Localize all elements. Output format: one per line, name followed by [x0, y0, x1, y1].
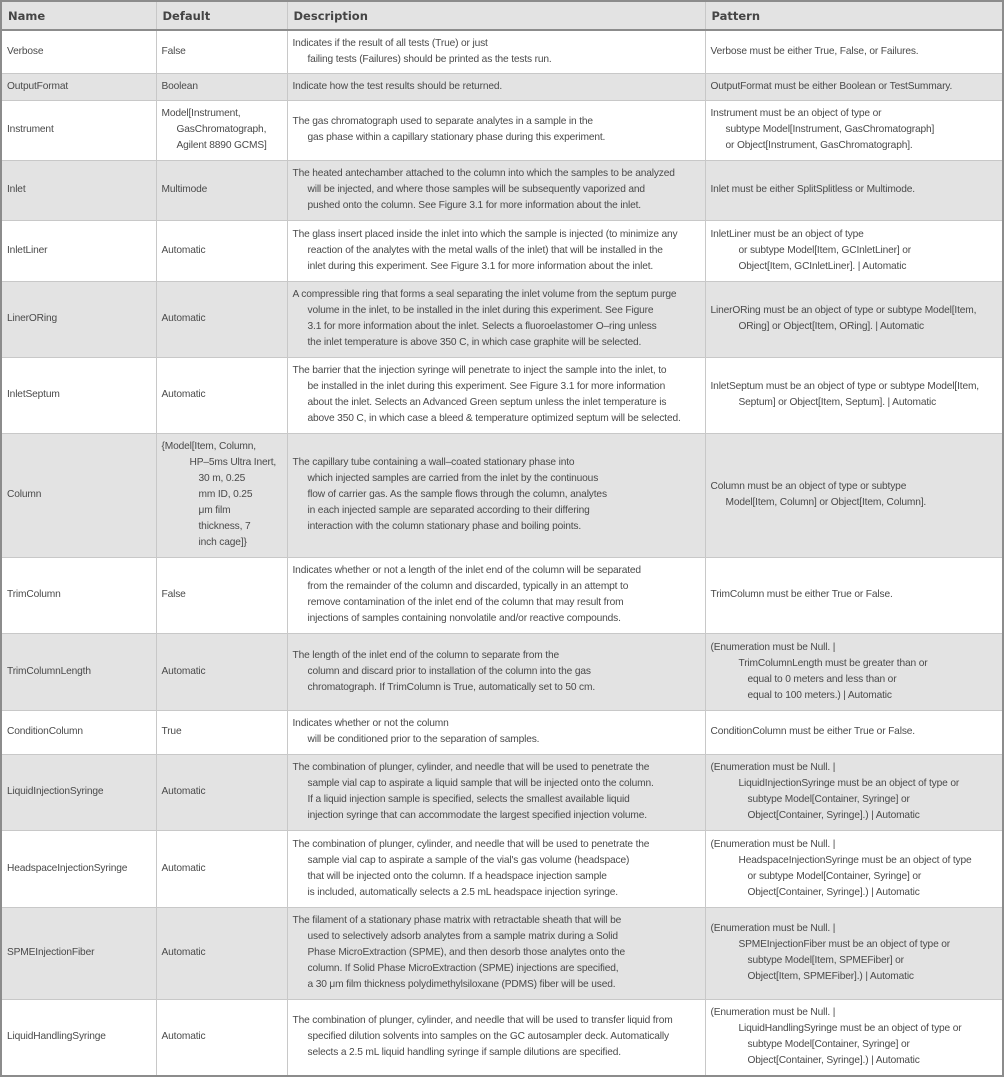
- option-description-line: selects a 2.5 mL liquid handling syringe if sample dilutions are specified.: [307, 1047, 621, 1059]
- option-name: InletSeptum: [1, 357, 156, 433]
- option-default-line: Automatic: [161, 665, 206, 677]
- option-default-line: Automatic: [161, 313, 206, 324]
- table-row: [1, 73, 1003, 100]
- option-description-line: interaction with the column stationary phase and boiling points.: [307, 521, 582, 532]
- table-row: [1, 160, 1003, 220]
- option-default: [156, 999, 287, 1076]
- option-pattern: [705, 281, 1003, 357]
- option-pattern-line: ConditionColumn must be either True or False.: [710, 726, 915, 737]
- option-default: [156, 754, 287, 830]
- option-default: [156, 220, 287, 281]
- table-row: [1, 830, 1003, 907]
- table-row: [1, 754, 1003, 830]
- option-description-line: The combination of plunger, cylinder, and needle that will be used to penetrate the: [292, 838, 650, 850]
- option-description-line: specified dilution solvents into samples on the GC autosampler deck. Automatically: [307, 1031, 669, 1043]
- option-description-line: The combination of plunger, cylinder, and needle that will be used to transfer liquid from: [292, 1015, 673, 1027]
- option-pattern-line: OutputFormat must be either Boolean or TestSummary.: [710, 80, 953, 92]
- option-description-line: flow of carrier gas. As the sample flows through the column, analytes: [307, 489, 607, 500]
- option-default-line: Automatic: [161, 947, 206, 958]
- option-description-line: remove contamination of the inlet end of the column that may result from: [307, 597, 624, 608]
- option-default-line: Automatic: [161, 862, 206, 874]
- option-default: [156, 710, 287, 754]
- option-pattern-line: Model[Item, Column] or Object[Item, Column].: [725, 497, 927, 508]
- option-pattern: [705, 433, 1003, 557]
- option-pattern-line: subtype Model[Item, SPMEFiber] or: [747, 955, 904, 966]
- option-description-line: injection syringe that can accommodate the largest specified injection volume.: [307, 810, 647, 821]
- option-default-line: False: [161, 45, 186, 57]
- option-pattern: [705, 907, 1003, 999]
- option-pattern-line: subtype Model[Container, Syringe] or: [747, 1039, 910, 1051]
- option-description-line: will be conditioned prior to the separation of samples.: [307, 734, 540, 745]
- option-name: InletLiner: [1, 220, 156, 281]
- option-default-line: Automatic: [161, 786, 206, 797]
- option-description: [287, 557, 705, 633]
- option-pattern-line: InletLiner must be an object of type: [710, 228, 864, 240]
- option-pattern-line: Object[Item, GCInletLiner]. | Automatic: [738, 260, 907, 272]
- option-description-line: Indicates if the result of all tests (True) or just: [292, 37, 488, 49]
- option-description: [287, 907, 705, 999]
- table-header-row: [1, 1, 1003, 30]
- option-description: [287, 100, 705, 160]
- option-pattern-line: Object[Container, Syringe].) | Automatic: [747, 1055, 920, 1067]
- option-description-line: inlet during this experiment. See Figure 3.1 for more information about the inlet.: [307, 260, 654, 272]
- option-default: [156, 357, 287, 433]
- option-pattern: [705, 830, 1003, 907]
- table-row: [1, 433, 1003, 557]
- option-default-line: Model[Instrument,: [161, 108, 241, 119]
- option-default: [156, 433, 287, 557]
- option-default: [156, 100, 287, 160]
- option-pattern-line: LiquidInjectionSyringe must be an object of type or: [738, 778, 960, 789]
- option-name: TrimColumnLength: [1, 633, 156, 710]
- option-pattern-line: LinerORing must be an object of type or subtype Model[Item,: [710, 305, 977, 316]
- option-name: LinerORing: [1, 281, 156, 357]
- option-pattern-line: Object[Item, SPMEFiber].) | Automatic: [747, 971, 914, 982]
- option-default: [156, 907, 287, 999]
- option-default-line: Automatic: [161, 244, 206, 256]
- option-description: [287, 633, 705, 710]
- option-name: SPMEInjectionFiber: [1, 907, 156, 999]
- option-name: Column: [1, 433, 156, 557]
- option-description-line: If a liquid injection sample is specified, selects the smallest available liquid: [307, 794, 630, 805]
- option-description-line: The combination of plunger, cylinder, and needle that will be used to penetrate the: [292, 762, 650, 773]
- option-default-line: mm ID, 0.25: [198, 489, 253, 500]
- option-name: Verbose: [1, 30, 156, 73]
- option-description-line: Indicate how the test results should be returned.: [292, 80, 503, 92]
- option-default-line: Automatic: [161, 1031, 206, 1043]
- option-description-line: will be injected, and where those samples will be subsequently vaporized and: [307, 184, 645, 195]
- option-description-line: about the inlet. Selects an Advanced Green septum unless the inlet temperature is: [307, 397, 667, 408]
- option-pattern: [705, 100, 1003, 160]
- option-description-line: The barrier that the injection syringe will penetrate to inject the sample into the inlet, to: [292, 365, 667, 376]
- option-pattern-line: HeadspaceInjectionSyringe must be an object of type: [738, 854, 972, 866]
- option-description-line: which injected samples are carried from the inlet by the continuous: [307, 473, 599, 484]
- table-row: [1, 633, 1003, 710]
- option-default-line: HP–5ms Ultra Inert,: [189, 457, 277, 468]
- option-pattern-line: (Enumeration must be Null. |: [710, 641, 836, 653]
- option-description-line: pushed onto the column. See Figure 3.1 for more information about the inlet.: [307, 200, 641, 211]
- option-default-line: {Model[Item, Column,: [161, 441, 256, 452]
- table-row: [1, 281, 1003, 357]
- table-row: [1, 100, 1003, 160]
- option-pattern-line: TrimColumn must be either True or False.: [710, 589, 893, 600]
- option-name: HeadspaceInjectionSyringe: [1, 830, 156, 907]
- option-description-line: 3.1 for more information about the inlet. Selects a fluoroelastomer O–ring unless: [307, 321, 657, 332]
- option-pattern-line: or subtype Model[Container, Syringe] or: [747, 870, 922, 882]
- option-description-line: The length of the inlet end of the column to separate from the: [292, 649, 559, 661]
- option-description-line: Indicates whether or not a length of the inlet end of the column will be separated: [292, 565, 641, 576]
- option-pattern: [705, 710, 1003, 754]
- option-description-line: failing tests (Failures) should be printed as the tests run.: [307, 53, 552, 65]
- option-description-line: The capillary tube containing a wall–coated stationary phase into: [292, 457, 575, 468]
- option-pattern: [705, 30, 1003, 73]
- option-pattern: [705, 557, 1003, 633]
- option-pattern-line: Column must be an object of type or subtype: [710, 481, 907, 492]
- option-description-line: The gas chromatograph used to separate analytes in a sample in the: [292, 116, 593, 127]
- option-description-line: Indicates whether or not the column: [292, 718, 449, 729]
- option-name: Instrument: [1, 100, 156, 160]
- option-default: [156, 633, 287, 710]
- option-default-line: inch cage]}: [198, 537, 247, 548]
- option-pattern-line: (Enumeration must be Null. |: [710, 1007, 836, 1019]
- option-description-line: column. If Solid Phase MicroExtraction (SPME) injections are specified,: [307, 963, 619, 974]
- option-pattern-line: or Object[Instrument, GasChromatograph].: [725, 140, 913, 151]
- option-pattern-line: (Enumeration must be Null. |: [710, 762, 836, 773]
- option-description-line: be installed in the inlet during this experiment. See Figure 3.1 for more information: [307, 381, 666, 392]
- option-description: [287, 710, 705, 754]
- option-name: OutputFormat: [1, 73, 156, 100]
- option-description-line: gas phase within a capillary stationary phase during this experiment.: [307, 132, 606, 143]
- option-pattern: [705, 999, 1003, 1076]
- table-row: [1, 999, 1003, 1076]
- option-description: [287, 281, 705, 357]
- option-description-line: reaction of the analytes with the metal walls of the inlet) that will be installed in the: [307, 244, 663, 256]
- table-row: [1, 557, 1003, 633]
- table-row: [1, 220, 1003, 281]
- option-default-line: μm film: [198, 505, 231, 516]
- option-default-line: Automatic: [161, 389, 206, 400]
- option-description: [287, 999, 705, 1076]
- option-pattern-line: Object[Container, Syringe].) | Automatic: [747, 886, 920, 898]
- option-description-line: injections of samples containing nonvolatile and/or reactive compounds.: [307, 613, 621, 624]
- option-default: [156, 830, 287, 907]
- option-description-line: in each injected sample are separated according to their differing: [307, 505, 590, 516]
- option-description-line: A compressible ring that forms a seal separating the inlet volume from the septum purge: [292, 289, 677, 300]
- option-pattern-line: LiquidHandlingSyringe must be an object of type or: [738, 1023, 962, 1035]
- table-row: [1, 357, 1003, 433]
- option-default-line: GasChromatograph,: [176, 124, 267, 135]
- option-default-line: Boolean: [161, 80, 198, 92]
- table-body: [1, 30, 1003, 1076]
- option-pattern-line: Verbose must be either True, False, or Failures.: [710, 45, 919, 57]
- option-description: [287, 357, 705, 433]
- header-pattern: Pattern: [705, 1, 1003, 30]
- option-description: [287, 160, 705, 220]
- option-description-line: column and discard prior to installation of the column into the gas: [307, 665, 591, 677]
- option-name: LiquidInjectionSyringe: [1, 754, 156, 830]
- option-default-line: False: [161, 589, 186, 600]
- header-name: Name: [1, 1, 156, 30]
- option-description: [287, 754, 705, 830]
- option-default-line: 30 m, 0.25: [198, 473, 246, 484]
- header-default: Default: [156, 1, 287, 30]
- option-description-line: the inlet temperature is above 350 C, in which case graphite will be selected.: [307, 337, 642, 348]
- option-default-line: Agilent 8890 GCMS]: [176, 140, 267, 151]
- option-description-line: from the remainder of the column and discarded, typically in an attempt to: [307, 581, 629, 592]
- option-name: ConditionColumn: [1, 710, 156, 754]
- option-pattern-line: or subtype Model[Item, GCInletLiner] or: [738, 244, 912, 256]
- option-pattern-line: subtype Model[Container, Syringe] or: [747, 794, 910, 805]
- option-name: LiquidHandlingSyringe: [1, 999, 156, 1076]
- table-row: [1, 907, 1003, 999]
- option-default-line: True: [161, 726, 182, 737]
- option-pattern: [705, 754, 1003, 830]
- table-row: [1, 710, 1003, 754]
- option-default: [156, 557, 287, 633]
- option-description-line: volume in the inlet, to be installed in the inlet during this experiment. See Figure: [307, 305, 654, 316]
- option-pattern-line: SPMEInjectionFiber must be an object of type or: [738, 939, 951, 950]
- option-pattern-line: subtype Model[Instrument, GasChromatograph]: [725, 124, 935, 135]
- option-pattern-line: Septum] or Object[Item, Septum]. | Automatic: [738, 397, 937, 408]
- option-name: Inlet: [1, 160, 156, 220]
- option-pattern-line: (Enumeration must be Null. |: [710, 923, 836, 934]
- option-pattern-line: TrimColumnLength must be greater than or: [738, 657, 928, 669]
- option-description-line: sample vial cap to aspirate a liquid sample that will be injected onto the column.: [307, 778, 654, 789]
- option-default: [156, 160, 287, 220]
- table-row: [1, 30, 1003, 73]
- option-default-line: Multimode: [161, 184, 208, 195]
- option-pattern-line: Object[Container, Syringe].) | Automatic: [747, 810, 920, 821]
- option-description: [287, 433, 705, 557]
- option-pattern-line: (Enumeration must be Null. |: [710, 838, 836, 850]
- option-name: TrimColumn: [1, 557, 156, 633]
- option-description: [287, 220, 705, 281]
- option-description: [287, 830, 705, 907]
- option-pattern-line: equal to 0 meters and less than or: [747, 673, 897, 685]
- option-pattern-line: equal to 100 meters.) | Automatic: [747, 689, 892, 701]
- option-description-line: that will be injected onto the column. If a headspace injection sample: [307, 870, 607, 882]
- option-pattern-line: Instrument must be an object of type or: [710, 108, 882, 119]
- option-pattern: [705, 357, 1003, 433]
- option-pattern: [705, 633, 1003, 710]
- option-description-line: The filament of a stationary phase matrix with retractable sheath that will be: [292, 915, 622, 926]
- option-description-line: sample vial cap to aspirate a sample of the vial's gas volume (headspace): [307, 854, 630, 866]
- option-description-line: The glass insert placed inside the inlet into which the sample is injected (to minimize any: [292, 228, 678, 240]
- option-description-line: The heated antechamber attached to the column into which the samples to be analyzed: [292, 168, 675, 179]
- option-description-line: Phase MicroExtraction (SPME), and then desorb those analytes onto the: [307, 947, 626, 958]
- header-description: Description: [287, 1, 705, 30]
- option-default: [156, 73, 287, 100]
- option-pattern: [705, 160, 1003, 220]
- option-description-line: chromatograph. If TrimColumn is True, automatically set to 50 cm.: [307, 681, 595, 693]
- option-pattern-line: ORing] or Object[Item, ORing]. | Automatic: [738, 321, 924, 332]
- option-default: [156, 30, 287, 73]
- option-default: [156, 281, 287, 357]
- option-description-line: used to selectively adsorb analytes from a sample matrix during a Solid: [307, 931, 618, 942]
- option-description: [287, 30, 705, 73]
- option-pattern-line: InletSeptum must be an object of type or subtype Model[Item,: [710, 381, 979, 392]
- option-default-line: thickness, 7: [198, 521, 251, 532]
- option-pattern-line: Inlet must be either SplitSplitless or Multimode.: [710, 184, 915, 195]
- option-description-line: is included, automatically selects a 2.5 mL headspace injection syringe.: [307, 886, 618, 898]
- option-pattern: [705, 220, 1003, 281]
- option-description-line: above 350 C, in which case a bleed & temperature optimized septum will be selected.: [307, 413, 681, 424]
- option-pattern: [705, 73, 1003, 100]
- option-description: [287, 73, 705, 100]
- option-description-line: a 30 μm film thickness polydimethylsiloxane (PDMS) fiber will be used.: [307, 979, 616, 990]
